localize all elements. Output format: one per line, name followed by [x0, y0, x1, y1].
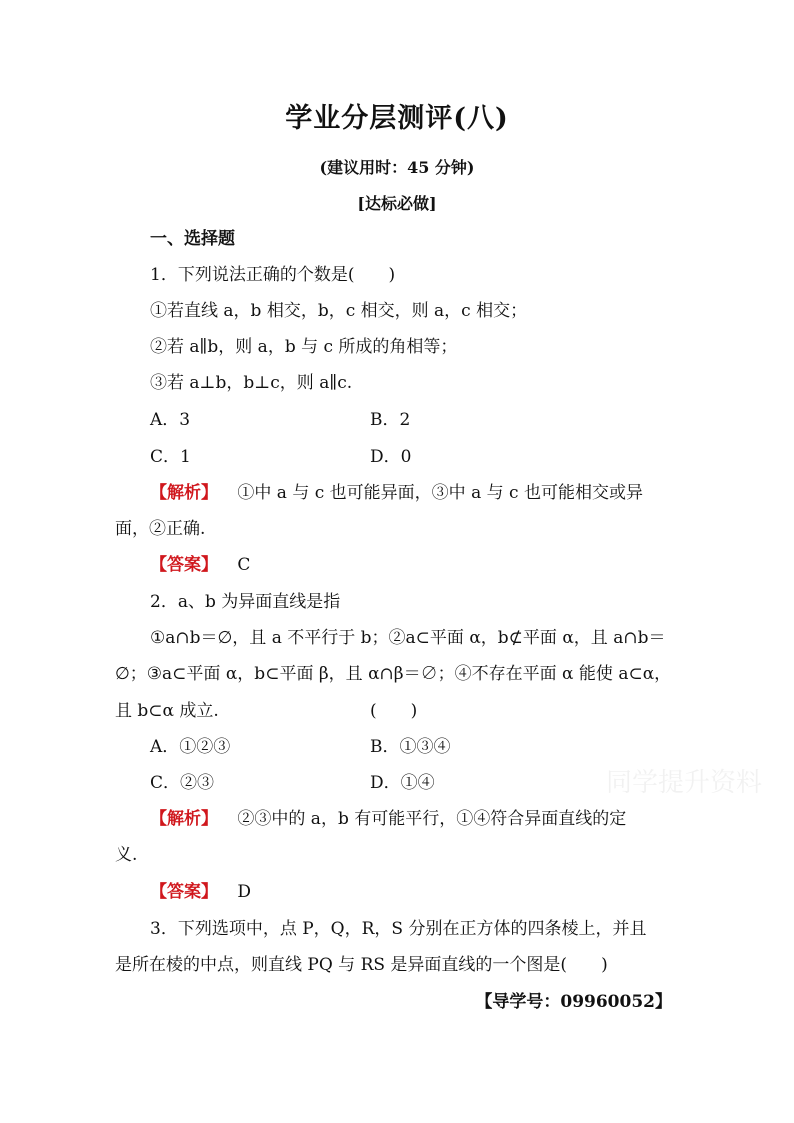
q2-option-d: D．①④ [370, 773, 435, 793]
q1-answer [150, 553, 250, 577]
page-title: 学业分层测评(八) [285, 103, 509, 134]
q1-option-d: D．0 [370, 447, 412, 467]
q1-analysis-tag: 【解析】 [150, 483, 218, 503]
q2-analysis [150, 807, 626, 831]
q2-answer-paren: ( ) [370, 701, 418, 721]
q2-line-1: ①a∩b＝∅，且 a 不平行于 b；②a⊂平面 α，b⊄平面 α，且 a∩b＝ [150, 628, 666, 648]
q1-analysis-text: ①中 a 与 c 也可能异面，③中 a 与 c 也可能相交或异 [237, 483, 643, 503]
q3-reference-number: 【导学号：09960052】 [475, 992, 672, 1012]
q1-analysis-cont: 面，②正确. [115, 519, 206, 539]
q1-option-b: B．2 [370, 410, 411, 430]
q1-option-c: C．1 [150, 447, 191, 467]
q2-option-c: C．②③ [150, 773, 215, 793]
q2-analysis-cont: 义. [115, 845, 138, 865]
q1-statement-3: ③若 a⊥b，b⊥c，则 a∥c. [150, 373, 353, 393]
section-heading: 一、选择题 [150, 229, 235, 249]
q2-line-2: ∅；③a⊂平面 α，b⊂平面 β，且 α∩β＝∅；④不存在平面 α 能使 a⊂α， [115, 664, 672, 684]
q2-option-b: B．①③④ [370, 737, 451, 757]
q2-option-a: A．①②③ [150, 737, 231, 757]
q2-analysis-text: ②③中的 a，b 有可能平行，①④符合异面直线的定 [237, 809, 627, 829]
q2-answer-value: D [237, 882, 252, 902]
q1-analysis [150, 481, 643, 505]
q2-answer [150, 880, 251, 904]
q2-answer-tag: 【答案】 [150, 882, 218, 902]
time-note: (建议用时：45 分钟) [319, 158, 475, 177]
q2-stem: 2．a、b 为异面直线是指 [150, 592, 341, 612]
q1-statement-2: ②若 a∥b，则 a，b 与 c 所成的角相等； [150, 337, 458, 357]
q3-line-1: 3．下列选项中，点 P，Q，R，S 分别在正方体的四条棱上，并且 [150, 919, 647, 939]
q1-statement-1: ①若直线 a，b 相交，b，c 相交，则 a，c 相交； [150, 301, 528, 321]
level-label: [达标必做] [357, 194, 437, 213]
q2-analysis-tag: 【解析】 [150, 809, 218, 829]
q1-answer-tag: 【答案】 [150, 555, 218, 575]
q1-option-a: A．3 [150, 410, 191, 430]
q3-line-2: 是所在棱的中点，则直线 PQ 与 RS 是异面直线的一个图是( ) [115, 955, 608, 975]
q1-stem: 1．下列说法正确的个数是( ) [150, 265, 396, 285]
watermark-text: 同学提升资料 [606, 768, 763, 798]
q2-line-3: 且 b⊂α 成立. [115, 701, 219, 721]
q1-answer-value: C [237, 555, 251, 575]
